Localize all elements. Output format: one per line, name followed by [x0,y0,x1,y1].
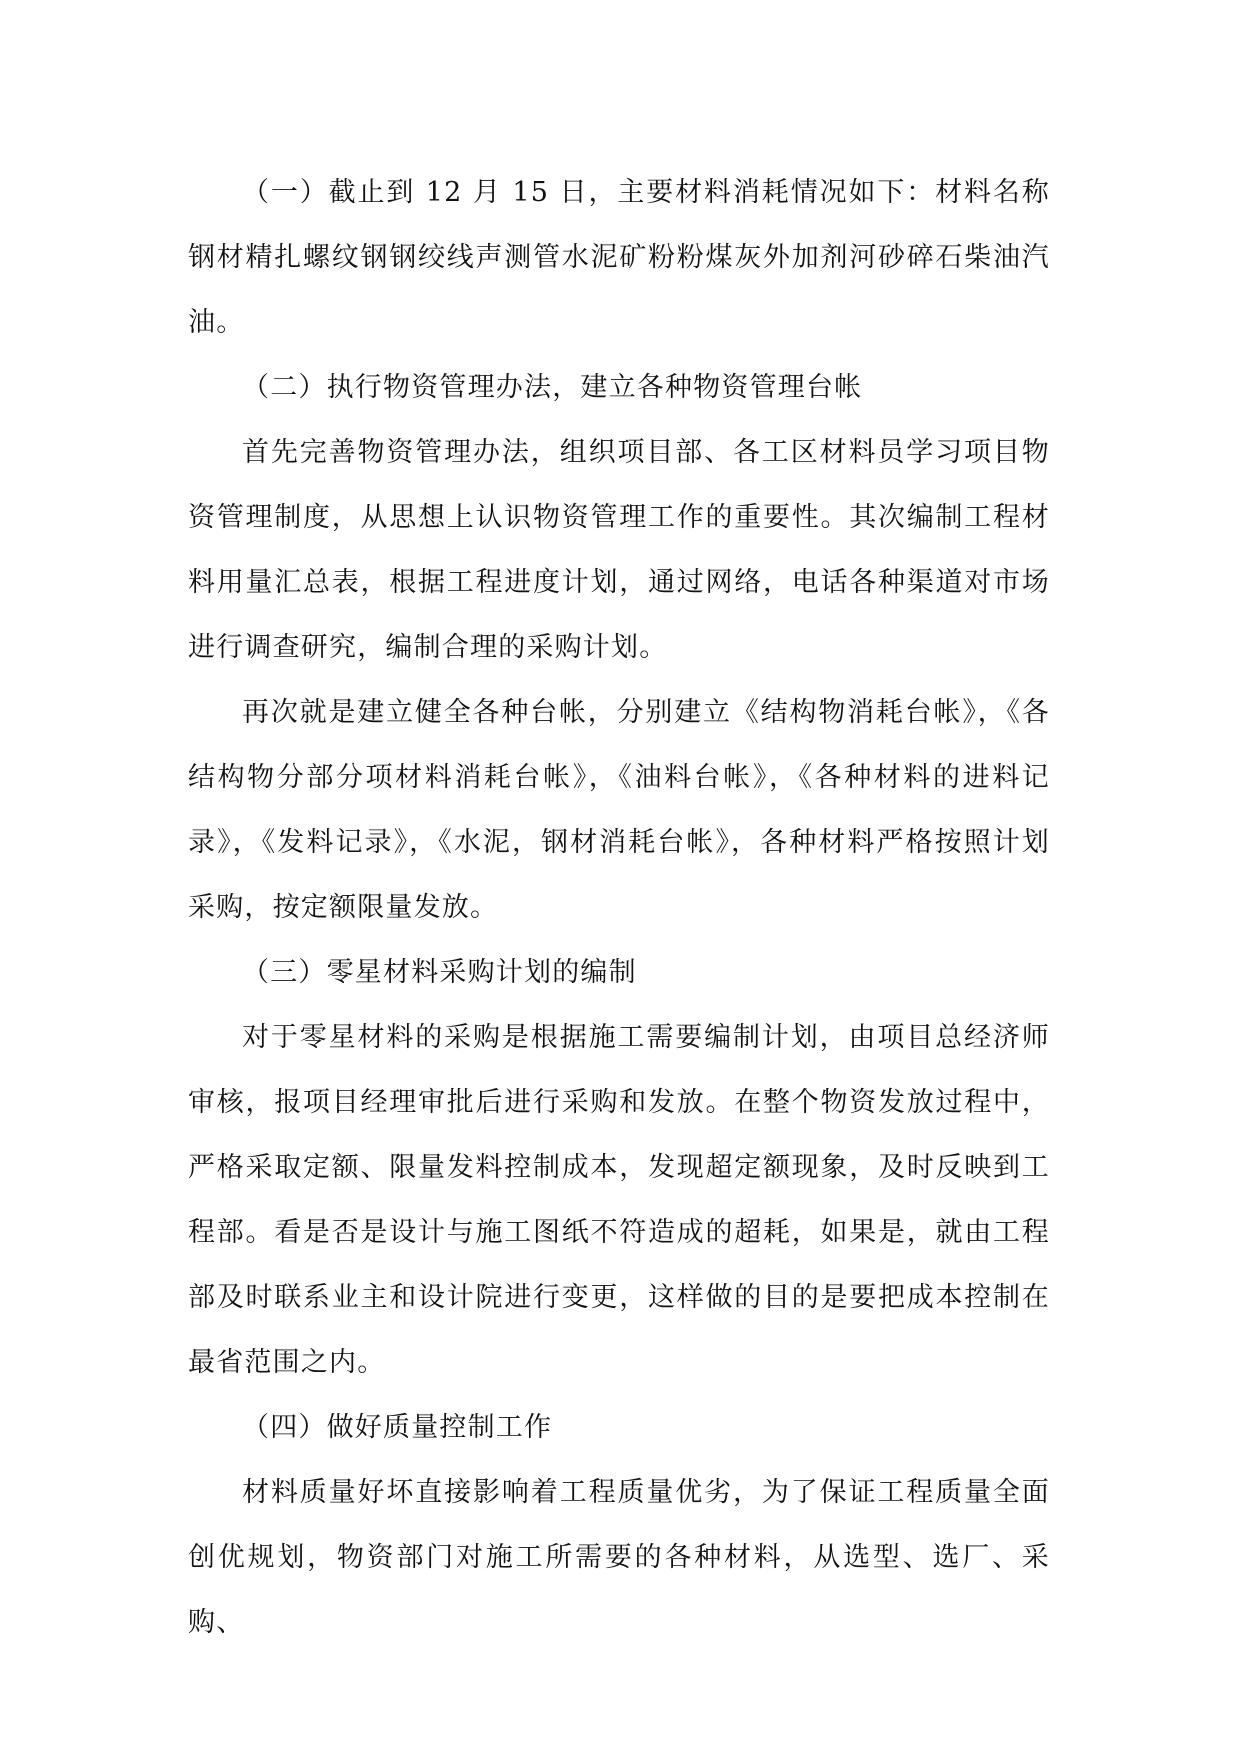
heading-sporadic-procurement: （三）零星材料采购计划的编制 [242,957,637,988]
paragraph-quality-control: 材料质量好坏直接影响着工程质量优劣，为了保证工程质量全面创优规划，物资部门对施工所需要的各种材料，从选型、选厂、采购、 [188,1477,1050,1638]
paragraph-materials-consumption: （一）截止到 12 月 15 日，主要材料消耗情况如下：材料名称钢材精扎螺纹钢钢绞线声测管水泥矿粉粉煤灰外加剂河砂碎石柴油汽油。 [188,177,1050,338]
paragraph-sporadic-procurement: 对于零星材料的采购是根据施工需要编制计划，由项目总经济师审核，报项目经理审批后进行采购和发放。在整个物资发放过程中，严格采取定额、限量发料控制成本，发现超定额现象，及时反映到工程部。看是否是设计与施工图纸不符造成的超耗，如果是，就由工程部及时联系业主和设计院进行变更，这样做的目的是要把成本控制在最省范围之内。 [188,1022,1050,1378]
paragraph-ledgers: 再次就是建立健全各种台帐，分别建立《结构物消耗台帐》，《各结构物分部分项材料消耗台帐》，《油料台帐》，《各种材料的进料记录》，《发料记录》，《水泥，钢材消耗台帐》，各种材料严格按照计划采购，按定额限量发放。 [188,697,1050,923]
paragraph-management-methods: 首先完善物资管理办法，组织项目部、各工区材料员学习项目物资管理制度，从思想上认识物资管理工作的重要性。其次编制工程材料用量汇总表，根据工程进度计划，通过网络，电话各种渠道对市场进行调查研究，编制合理的采购计划。 [188,437,1050,663]
heading-management-ledger: （二）执行物资管理办法，建立各种物资管理台帐 [242,372,863,403]
document-page [188,160,1050,1655]
heading-quality-control: （四）做好质量控制工作 [242,1412,553,1443]
